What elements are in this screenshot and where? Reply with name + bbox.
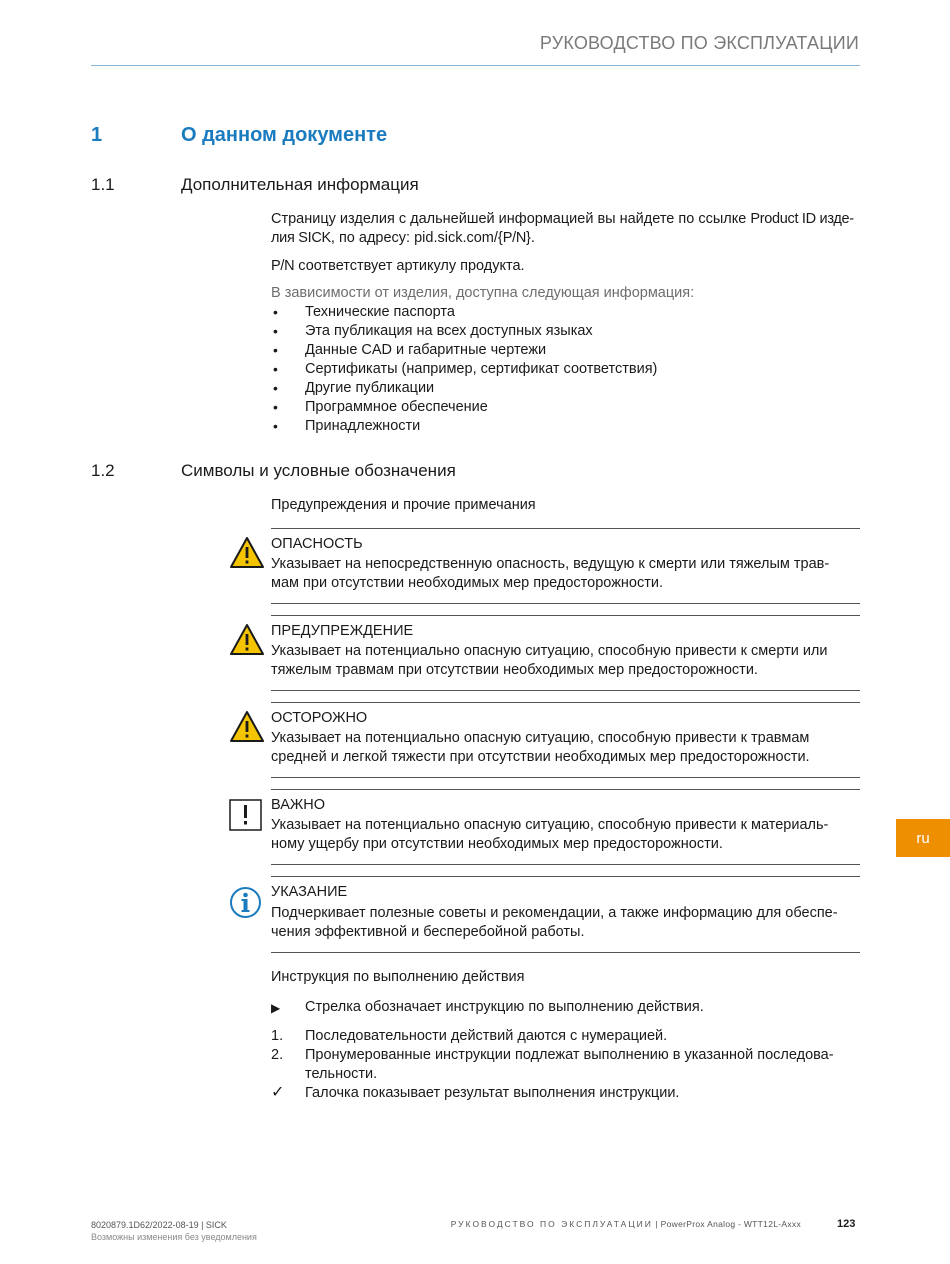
note-body	[271, 729, 860, 767]
note-rule-bottom	[271, 952, 860, 953]
play-arrow-icon: ▶	[271, 1001, 281, 1015]
info-icon	[229, 886, 262, 924]
note-line: Подчеркивает полезные советы и рекомендации, а также информацию для обеспе-	[271, 905, 838, 921]
list-item: • Данные CAD и габаритные чертежи	[271, 341, 657, 360]
header-rule	[91, 65, 860, 66]
note-rule-top	[271, 615, 860, 616]
list-item: • Другие публикации	[271, 379, 657, 398]
para-text: Страницу изделия с дальнейшей информацией вы найдете по ссылке	[271, 211, 751, 227]
note-rule-bottom	[271, 603, 860, 604]
note-rule-bottom	[271, 864, 860, 865]
page-number: 123	[837, 1218, 856, 1230]
section-1-number: 1	[91, 124, 103, 146]
step-text: Галочка показывает результат выполнения инструкции.	[305, 1085, 680, 1101]
para-text-url: , по адресу: pid.sick.com/{	[330, 230, 503, 246]
note-rule-top	[271, 528, 860, 529]
caution-icon	[229, 710, 265, 748]
note-title: ВАЖНО	[271, 797, 325, 813]
footer-product: PowerProx Analog - WTT12L-Axxx	[660, 1219, 801, 1229]
note-title: УКАЗАНИЕ	[271, 884, 348, 900]
note-body	[271, 816, 860, 854]
note-rule-top	[271, 789, 860, 790]
note-line: мам при отсутствии необходимых мер предосторожности.	[271, 575, 663, 591]
note-line: средней и легкой тяжести при отсутствии необходимых мер предосторожности.	[271, 749, 810, 765]
instructions-heading: Инструкция по выполнению действия	[271, 969, 525, 985]
info-intro: В зависимости от изделия, доступна следующая информация:	[271, 285, 695, 301]
note-notice	[271, 876, 860, 953]
note-caution	[271, 702, 860, 778]
list-item: • Технические паспорта	[271, 303, 657, 322]
note-line: Указывает на потенциально опасную ситуацию, способную привести к травмам	[271, 730, 810, 746]
section-1-2-title: Символы и условные обозначения	[181, 461, 456, 480]
footer-title-caps: РУКОВОДСТВО ПО ЭКСПЛУАТАЦИИ	[450, 1219, 653, 1229]
header-title: РУКОВОДСТВО ПО ЭКСПЛУАТАЦИИ	[539, 33, 859, 53]
note-line: Указывает на непосредственную опасность, ведущую к смерти или тяжелым трав-	[271, 556, 830, 572]
language-tab-ru[interactable]: ru	[896, 819, 950, 857]
warning-icon	[229, 623, 265, 661]
step-number: 1.	[271, 1028, 284, 1044]
product-id-term-cont: лия SICK	[271, 230, 331, 246]
footer-separator: |	[652, 1219, 661, 1229]
pn-term: P/N	[271, 258, 295, 274]
note-line: тяжелым травмам при отсутствии необходимых мер предосторожности.	[271, 662, 758, 678]
footer-doc-id: 8020879.1D62/2022-08-19 | SICK	[91, 1220, 227, 1230]
pn-description: соответствует артикулу продукта.	[294, 258, 525, 274]
footer-notice: Возможны изменения без уведомления	[91, 1232, 257, 1242]
note-danger	[271, 528, 860, 604]
note-important	[271, 789, 860, 865]
note-rule-bottom	[271, 690, 860, 691]
list-item: • Принадлежности	[271, 417, 657, 436]
note-warning	[271, 615, 860, 691]
checkmark-icon: ✓	[271, 1084, 285, 1101]
step-number: 2.	[271, 1047, 284, 1063]
note-title: ПРЕДУПРЕЖДЕНИЕ	[271, 623, 414, 639]
step-line: Пронумерованные инструкции подлежат выполнению в указанной последова-	[305, 1047, 834, 1063]
list-item: • Программное обеспечение	[271, 398, 657, 417]
step-text	[305, 1046, 861, 1084]
note-body	[271, 904, 860, 942]
footer-title	[451, 1219, 801, 1229]
product-id-term: Product ID изде-	[750, 211, 854, 227]
note-body	[271, 555, 860, 593]
list-item: • Эта публикация на всех доступных языках	[271, 322, 657, 341]
section-1-1-title: Дополнительная информация	[181, 175, 419, 194]
note-line: Указывает на потенциально опасную ситуацию, способную привести к смерти или	[271, 643, 828, 659]
important-exclamation-icon	[229, 799, 262, 836]
danger-warning-icon	[229, 536, 265, 574]
pn-term: P/N	[502, 230, 527, 246]
step-text: Стрелка обозначает инструкцию по выполнению действия.	[305, 999, 704, 1015]
warnings-heading: Предупреждения и прочие примечания	[271, 497, 536, 513]
section-1-2-number: 1.2	[91, 461, 115, 480]
note-line: ному ущербу при отсутствии необходимых мер предосторожности.	[271, 836, 723, 852]
footer-left	[91, 1219, 257, 1243]
product-page-paragraph	[271, 210, 861, 248]
note-title: ОПАСНОСТЬ	[271, 536, 363, 552]
para-text-end: }.	[526, 230, 535, 246]
note-line: Указывает на потенциально опасную ситуацию, способную привести к материаль-	[271, 817, 829, 833]
step-line: тельности.	[305, 1066, 378, 1082]
list-item: • Сертификаты (например, сертификат соответствия)	[271, 360, 657, 379]
step-text: Последовательности действий даются с нумерацией.	[305, 1028, 668, 1044]
note-body	[271, 642, 860, 680]
note-rule-top	[271, 702, 860, 703]
note-rule-bottom	[271, 777, 860, 778]
info-list	[271, 303, 657, 436]
note-line: чения эффективной и бесперебойной работы.	[271, 924, 585, 940]
note-title: ОСТОРОЖНО	[271, 710, 368, 726]
section-1-title: О данном документе	[181, 124, 388, 146]
note-rule-top	[271, 876, 860, 877]
pn-paragraph	[271, 257, 861, 276]
section-1-1-number: 1.1	[91, 175, 115, 194]
